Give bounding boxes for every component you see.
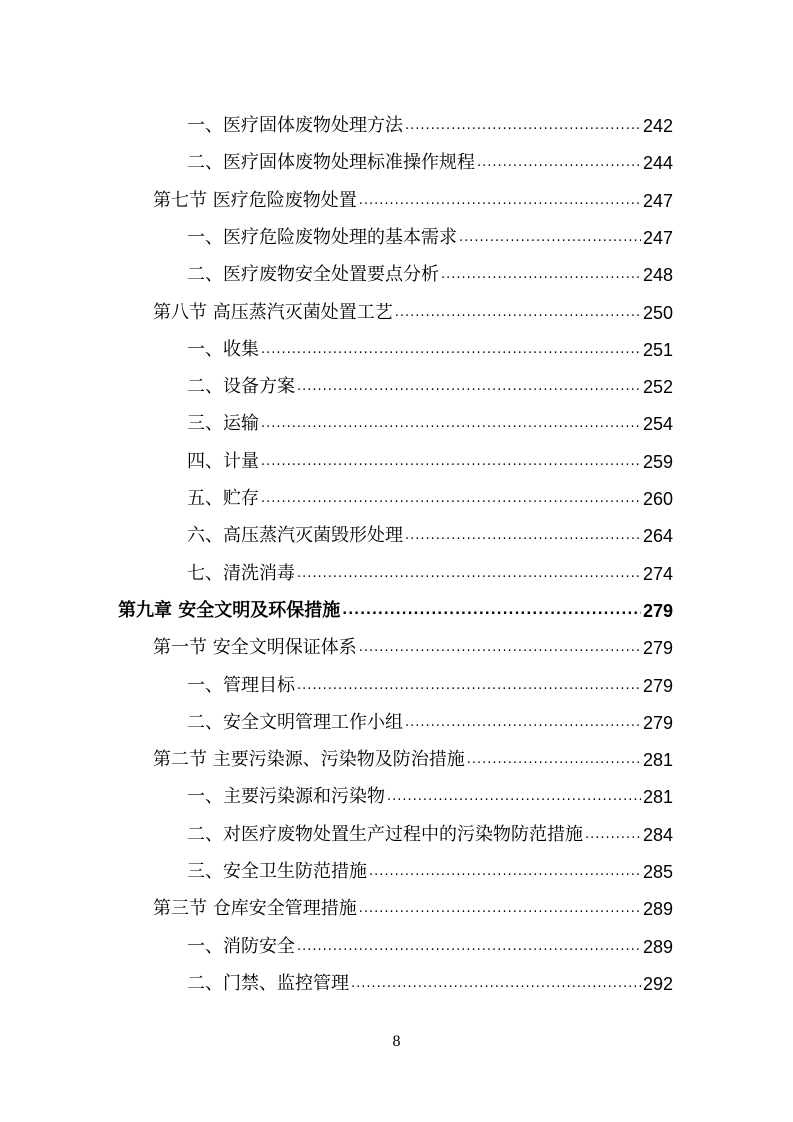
dot-leader: [297, 940, 641, 954]
toc-entry-title: 四、计量: [187, 450, 259, 472]
toc-entry-item[interactable]: [187, 846, 673, 883]
toc-entry-page-number: 292: [642, 973, 673, 994]
dot-leader: [405, 529, 641, 543]
toc-entry-page-number: 252: [642, 377, 673, 398]
toc-entry-title: 第八节 高压蒸汽灭菌处置工艺: [153, 301, 393, 323]
toc-entry-title: 一、医疗固体废物处理方法: [187, 115, 403, 136]
dot-leader: [467, 753, 641, 767]
toc-entry-page-number: 274: [642, 563, 673, 584]
dot-leader: [395, 306, 641, 320]
toc-entry-title: 二、医疗固体废物处理标准操作规程: [187, 152, 475, 174]
toc-entry-page-number: 260: [642, 489, 673, 509]
toc-entry-section[interactable]: [153, 287, 673, 324]
toc-entry-page-number: 284: [642, 824, 673, 845]
toc-entry-item[interactable]: [187, 398, 673, 435]
toc-entry-section[interactable]: [153, 883, 673, 920]
toc-entry-item[interactable]: [187, 921, 673, 958]
toc-entry-page-number: 259: [642, 451, 673, 472]
toc-entry-section[interactable]: [153, 622, 673, 659]
toc-entry-title: 五、贮存: [187, 488, 259, 509]
toc-entry-page-number: 242: [642, 116, 673, 136]
toc-entry-title: 一、收集: [187, 338, 259, 360]
toc-entry-title: 三、安全卫生防范措施: [187, 861, 367, 882]
dot-leader: [387, 790, 641, 804]
dot-leader: [261, 455, 641, 469]
toc-entry-item[interactable]: [187, 660, 673, 697]
toc-entry-page-number: 279: [642, 638, 673, 659]
toc-entry-item[interactable]: [187, 137, 673, 174]
toc-entry-title: 一、管理目标: [187, 674, 295, 696]
toc-entry-page-number: 244: [642, 153, 673, 174]
toc-entry-title: 一、医疗危险废物处理的基本需求: [187, 226, 457, 248]
toc-entry-page-number: 285: [642, 862, 673, 882]
toc-entry-title: 六、高压蒸汽灭菌毁形处理: [187, 525, 403, 547]
toc-entry-title: 第二节 主要污染源、污染物及防治措施: [153, 749, 465, 771]
toc-entry-page-number: 279: [642, 712, 673, 733]
toc-entry-item[interactable]: [187, 809, 673, 846]
toc-entry-item[interactable]: [187, 958, 673, 995]
toc-entry-chapter[interactable]: [118, 585, 673, 622]
toc-entry-item[interactable]: [187, 361, 673, 398]
toc-entry-title: 第九章 安全文明及环保措施: [118, 599, 341, 621]
toc-entry-item[interactable]: [187, 324, 673, 361]
toc-entry-page-number: 289: [642, 899, 673, 920]
toc-entry-title: 二、门禁、监控管理: [187, 972, 349, 994]
toc-entry-item[interactable]: [187, 436, 673, 473]
dot-leader: [297, 567, 641, 581]
toc-entry-title: 第七节 医疗危险废物处置: [153, 189, 357, 211]
dot-leader: [585, 828, 641, 842]
dot-leader: [342, 604, 641, 618]
toc-entry-page-number: 279: [642, 600, 673, 621]
toc-entry-page-number: 254: [642, 414, 673, 435]
dot-leader: [369, 865, 641, 879]
dot-leader: [351, 977, 641, 991]
toc-entry-item[interactable]: [187, 473, 673, 510]
toc-entry-page-number: 281: [642, 750, 673, 771]
toc-entry-title: 七、清洗消毒: [187, 562, 295, 584]
toc-entry-page-number: 248: [642, 265, 673, 286]
dot-leader: [405, 119, 641, 133]
dot-leader: [359, 902, 641, 916]
dot-leader: [477, 156, 641, 170]
toc-entry-item[interactable]: [187, 697, 673, 734]
toc-entry-title: 一、消防安全: [187, 935, 295, 957]
dot-leader: [441, 268, 641, 282]
dot-leader: [297, 679, 641, 693]
dot-leader: [459, 231, 641, 245]
toc-entry-page-number: 279: [642, 675, 673, 696]
dot-leader: [261, 417, 641, 431]
toc-entry-item[interactable]: [187, 510, 673, 547]
dot-leader: [405, 716, 641, 730]
toc-entry-title: 二、安全文明管理工作小组: [187, 711, 403, 733]
toc-entry-page-number: 281: [642, 787, 673, 808]
toc-entry-item[interactable]: [187, 212, 673, 249]
toc-entry-page-number: 289: [642, 936, 673, 957]
toc-entry-item[interactable]: [187, 548, 673, 585]
toc-entry-item[interactable]: [187, 771, 673, 808]
dot-leader: [359, 641, 641, 655]
dot-leader: [297, 380, 641, 394]
dot-leader: [359, 194, 641, 208]
dot-leader: [261, 492, 641, 506]
toc-entry-page-number: 264: [642, 526, 673, 547]
toc-entry-title: 三、运输: [187, 413, 259, 435]
toc-entry-section[interactable]: [153, 175, 673, 212]
toc-entry-title: 二、医疗废物安全处置要点分析: [187, 264, 439, 286]
toc-entry-page-number: 247: [642, 227, 673, 248]
toc-entry-page-number: 247: [642, 190, 673, 211]
toc-entry-section[interactable]: [153, 734, 673, 771]
toc-entry-page-number: 250: [642, 302, 673, 323]
dot-leader: [261, 343, 641, 357]
toc-entry-title: 二、对医疗废物处置生产过程中的污染物防范措施: [187, 823, 583, 845]
toc-entry-item[interactable]: [187, 249, 673, 286]
toc-entry-item[interactable]: [187, 100, 673, 137]
toc-entry-title: 一、主要污染源和污染物: [187, 786, 385, 808]
toc-entry-title: 二、设备方案: [187, 376, 295, 398]
toc-entry-title: 第一节 安全文明保证体系: [153, 637, 357, 659]
toc-entry-title: 第三节 仓库安全管理措施: [153, 898, 357, 920]
toc-entry-page-number: 251: [642, 339, 673, 360]
page-number: 8: [392, 1033, 401, 1050]
